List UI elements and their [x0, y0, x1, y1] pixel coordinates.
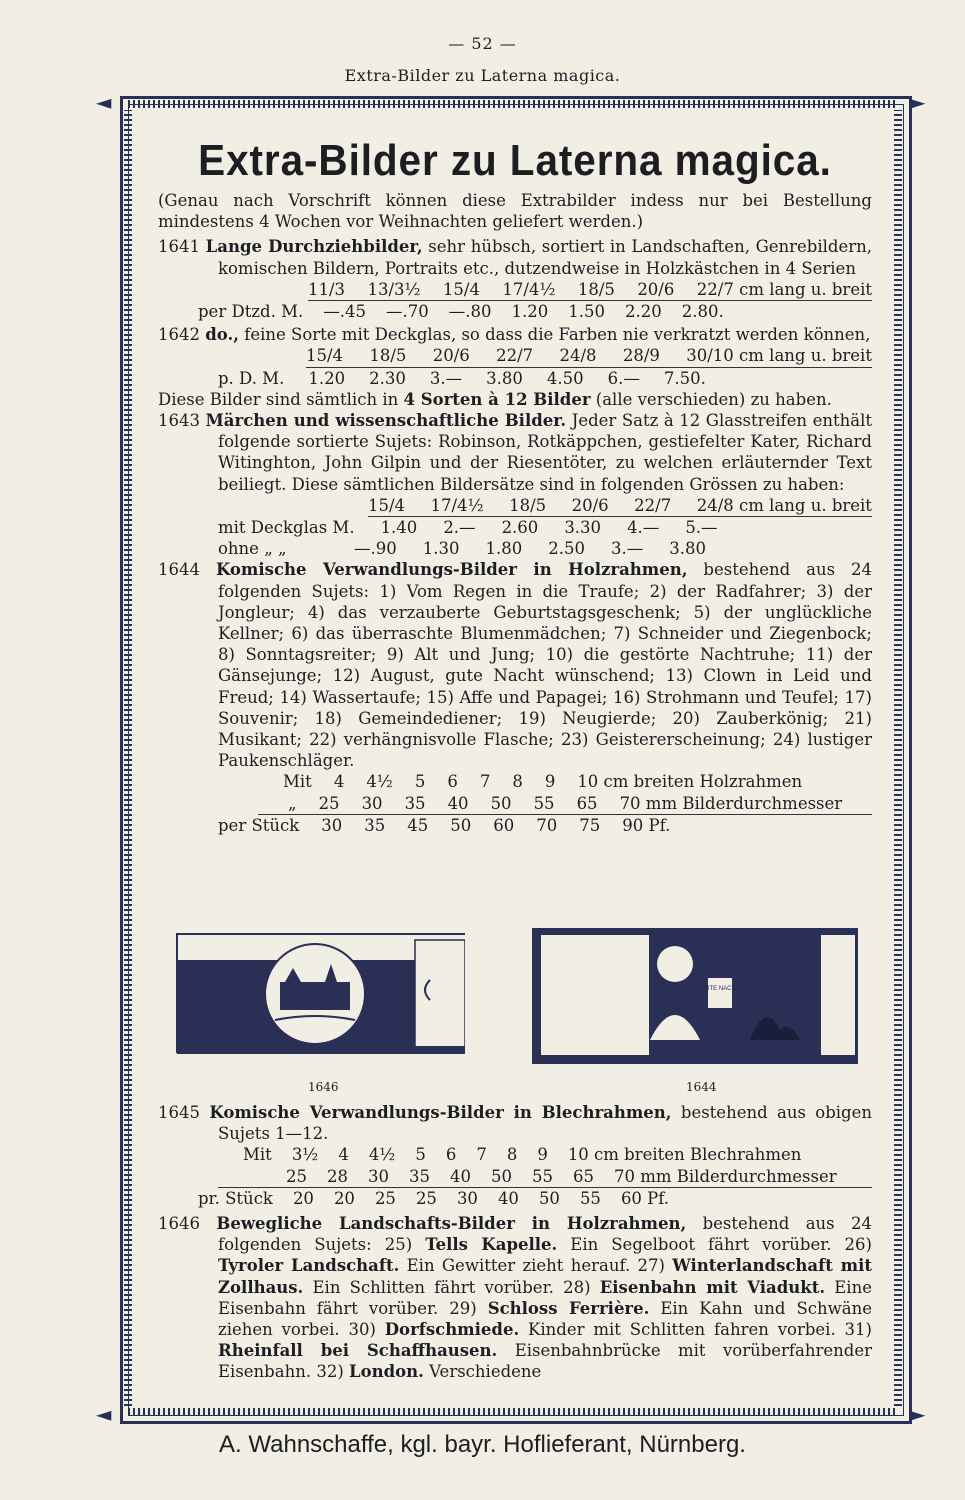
price: 1.20 — [511, 302, 549, 322]
size: 13/3½ — [367, 279, 421, 299]
price: 70 — [536, 815, 558, 835]
price: 2.80. — [681, 302, 724, 322]
price: 1.50 — [568, 302, 605, 322]
frame-hatch-bottom — [128, 1408, 898, 1416]
value: 8 — [506, 1145, 518, 1165]
item-number: 1642 — [158, 325, 200, 345]
size: 24/8 cm lang u. breit — [696, 495, 872, 515]
value: 5 — [414, 772, 426, 792]
size: 28/9 — [622, 346, 660, 366]
price: 3.80 — [486, 368, 523, 388]
size: 18/5 — [577, 279, 615, 299]
subject-title: Rheinfall bei Schaffhausen. — [218, 1341, 498, 1361]
price-label: Mit — [243, 1145, 272, 1165]
price: 1.80 — [485, 539, 523, 559]
value: 50 — [491, 1166, 512, 1186]
value: 7 — [479, 772, 491, 792]
price: 2.— — [443, 518, 476, 538]
price-label: pr. Stück — [198, 1188, 273, 1208]
note-1642 — [158, 389, 872, 410]
value: 55 — [533, 793, 555, 813]
item-number: 1646 — [158, 1214, 200, 1234]
item-text: Ein Schlitten fährt vorüber. 28) — [303, 1277, 600, 1297]
value: 65 — [576, 793, 598, 813]
price: 50 — [450, 815, 472, 835]
figure-caption: 1644 — [686, 1080, 717, 1094]
price: 2.60 — [501, 518, 539, 538]
price-label: „ — [288, 793, 297, 813]
item-name: Märchen und wissenschaftliche Bilder. — [205, 411, 567, 431]
size: 15/4 — [442, 279, 480, 299]
price: 60 — [493, 815, 515, 835]
price-row — [218, 538, 872, 559]
price-label: ohne „ „ — [218, 539, 287, 559]
price-row — [218, 815, 872, 836]
price: 3.30 — [564, 518, 602, 538]
price: 4.50 — [546, 368, 584, 388]
item-1642 — [158, 324, 872, 345]
catalog-body — [158, 190, 872, 836]
price: 5.— — [685, 518, 718, 538]
intro-note — [158, 190, 872, 232]
item-number: 1645 — [158, 1103, 200, 1122]
price: 2.30 — [369, 368, 406, 388]
size: 17/4½ — [502, 279, 556, 299]
item-1643 — [158, 410, 872, 495]
size: 24/8 — [559, 346, 597, 366]
corner-ornament-icon: ► — [910, 90, 926, 114]
price-label: per Stück — [218, 815, 300, 835]
value: 6 — [445, 1145, 457, 1165]
item-text: Ein Segelboot fährt vorüber. 26) — [557, 1235, 872, 1255]
intro-text: (Genau nach Vorschrift können diese Extrabilder indess nur bei Bestellung mindestens 4 Wochen vor Weihnachten geliefert werden.) — [158, 191, 872, 232]
item-text: Kinder mit Schlitten fahren vorbei. 31) — [519, 1320, 872, 1340]
size: 15/4 — [306, 346, 344, 366]
value: 40 — [447, 793, 469, 813]
item-number: 1644 — [158, 560, 200, 580]
price: 7.50. — [663, 368, 706, 388]
item-text: Eine Eisenbahn fährt vorüber. 29) — [218, 1277, 872, 1318]
price-label: mit Deckglas M. — [218, 518, 355, 538]
value: 4 — [338, 1145, 349, 1165]
item-1645 — [158, 1102, 872, 1144]
price: 25 — [374, 1188, 396, 1208]
value: 70 mm Bilderdurchmesser — [619, 793, 843, 813]
item-name: Bewegliche Landschafts-Bilder in Holzrahmen, — [216, 1214, 687, 1234]
subject-title: Tells Kapelle. — [425, 1235, 558, 1255]
price: 1.30 — [422, 539, 460, 559]
price-label: per Dtzd. M. — [198, 302, 304, 322]
figure-1644-illustration — [530, 920, 860, 1070]
item-name: Komische Verwandlungs-Bilder in Blechrahmen, — [209, 1103, 672, 1122]
value: 25 — [286, 1166, 307, 1186]
value: 35 — [404, 793, 426, 813]
value: 70 mm Bilderdurchmesser — [614, 1166, 837, 1186]
size-row — [218, 1166, 872, 1188]
value: 6 — [447, 772, 458, 792]
size: 18/5 — [509, 495, 547, 515]
frame-hatch-right — [894, 110, 902, 1406]
size: 20/6 — [432, 346, 470, 366]
size: 20/6 — [571, 495, 609, 515]
price: 3.80 — [669, 539, 706, 559]
corner-ornament-icon: ► — [910, 1402, 926, 1426]
value: 4½ — [366, 772, 393, 792]
figure-caption: 1646 — [308, 1080, 339, 1094]
size-row — [308, 279, 872, 301]
size-row — [243, 1144, 872, 1165]
value: 65 — [573, 1166, 594, 1186]
price: 4.— — [627, 518, 660, 538]
value: 50 — [490, 793, 512, 813]
catalog-body-lower — [158, 1102, 872, 1383]
subject-title: Winterlandschaft mit Zollhaus. — [218, 1256, 872, 1297]
value: 9 — [537, 1145, 548, 1165]
subject-title: Tyroler Landschaft. — [218, 1256, 400, 1276]
item-1644 — [158, 559, 872, 771]
price-row — [198, 301, 872, 322]
size: 30/10 cm lang u. breit — [686, 346, 872, 366]
price: 2.20 — [624, 302, 662, 322]
item-text: bestehend aus 24 folgenden Sujets: 25) — [218, 1214, 872, 1255]
price: 40 — [497, 1188, 519, 1208]
subject-title: Eisenbahn mit Viadukt. — [599, 1277, 826, 1297]
value: 30 — [368, 1166, 389, 1186]
price: 45 — [407, 815, 429, 835]
price-label: Mit — [283, 772, 312, 792]
item-text: bestehend aus obigen Sujets 1—12. — [218, 1103, 872, 1144]
frame-hatch-top — [128, 100, 898, 108]
size: 22/7 — [496, 346, 534, 366]
item-text: bestehend aus 24 folgenden Sujets: 1) Vom Regen in die Traufe; 2) der Radfahrer; 3) der Jongleur; 4) das verzauberte Geburtstagsgeschenk; 5) der unglückliche Kellner; 6) das überraschte Blumenmädchen; 7) Schneider und Ziegenbock; 8) Sonntagsreiter; 9) Alt und Jung; 10) die gestörte Nachtruhe; 11) der Gänsejunge; 12) August, gute Nacht wünschend; 13) Clown in Leid und Freud; 14) Wassertaufe; 15) Affe und Papagei; 16) Strohmann und Teufel; 17) Souvenir; 18) Gemeindediener; 19) Neugierde; 20) Zauberkönig; 21) Musikant; 22) verhängnisvolle Flasche; 23) Geistererscheinung; 24) lustiger Paukenschläger. — [218, 560, 873, 771]
size-row — [283, 771, 872, 792]
value: 35 — [409, 1166, 430, 1186]
price: 90 Pf. — [622, 815, 671, 835]
item-1641 — [158, 236, 872, 278]
subject-title: London. — [349, 1362, 424, 1382]
corner-ornament-icon: ◄ — [96, 90, 112, 114]
price: 20 — [333, 1188, 355, 1208]
subject-title: Schloss Ferrière. — [487, 1298, 650, 1318]
running-head: Extra-Bilder zu Laterna magica. — [344, 66, 621, 85]
price: 6.— — [607, 368, 640, 388]
price: 20 — [292, 1188, 314, 1208]
price: 60 Pf. — [620, 1188, 670, 1208]
value: 4½ — [368, 1145, 396, 1165]
page-number: — 52 — — [448, 34, 517, 53]
value: 55 — [532, 1166, 553, 1186]
price-row — [198, 1188, 872, 1209]
item-1646 — [158, 1213, 872, 1383]
note-bold: 4 Sorten à 12 Bilder — [403, 389, 591, 409]
size-row — [368, 495, 872, 517]
figure-1646-illustration — [175, 920, 465, 1070]
item-text: Ein Gewitter zieht herauf. 27) — [399, 1256, 673, 1276]
subject-title: Dorfschmiede. — [384, 1320, 520, 1340]
size: 17/4½ — [430, 495, 484, 515]
price: —.45 — [323, 302, 366, 322]
value: 9 — [544, 772, 556, 792]
item-number: 1643 — [158, 411, 200, 431]
note-text: (alle verschieden) zu haben. — [590, 389, 832, 409]
price: 35 — [364, 815, 386, 835]
value: 3½ — [291, 1145, 319, 1165]
value: 8 — [512, 772, 523, 792]
value: 5 — [415, 1145, 426, 1165]
size: 15/4 — [368, 495, 406, 515]
size: 20/6 — [637, 279, 675, 299]
price: —.90 — [354, 539, 397, 559]
value: 4 — [333, 772, 345, 792]
price: 75 — [579, 815, 601, 835]
price-row — [218, 517, 872, 538]
item-text: sehr hübsch, sortiert in Landschaften, Genrebildern, komischen Bildern, Portraits etc., dutzendweise in Holzkästchen in 4 Serien — [218, 237, 873, 278]
value: 7 — [476, 1145, 487, 1165]
price: —.80 — [448, 302, 492, 322]
price: 30 — [456, 1188, 478, 1208]
price-label: p. D. M. — [218, 368, 285, 388]
value: 10 cm breiten Holzrahmen — [577, 772, 803, 792]
page-title: Extra-Bilder zu Laterna magica. — [198, 136, 832, 185]
size-row — [258, 793, 872, 815]
size: 11/3 — [308, 279, 346, 299]
size-row — [306, 345, 872, 367]
figure-sign-text: GUTE NACHT — [700, 986, 740, 992]
item-text: Verschiedene — [423, 1362, 542, 1382]
item-name: do., — [205, 325, 239, 345]
price-row — [218, 368, 872, 389]
size: 22/7 — [634, 495, 672, 515]
price: 1.20 — [308, 368, 346, 388]
item-text: Ein Kahn und Schwäne ziehen vorbei. 30) — [218, 1298, 872, 1340]
size: 22/7 cm lang u. breit — [696, 279, 872, 299]
value: 10 cm breiten Blechrahmen — [567, 1145, 802, 1165]
price: 2.50 — [548, 539, 585, 559]
price: 30 — [321, 815, 343, 835]
corner-ornament-icon: ◄ — [96, 1402, 112, 1426]
item-text: Jeder Satz à 12 Glasstreifen enthält folgende sortierte Sujets: Robinson, Rotkäppchen, gestiefelter Kater, Richard Witinghton, John Gilpin und der Riesentöter, zu welchen erläuternder Text beiliegt. Diese sämtlichen Bildersätze sind in folgenden Grössen zu haben: — [218, 411, 872, 494]
value: 28 — [327, 1166, 348, 1186]
item-name: Komische Verwandlungs-Bilder in Holzrahmen, — [215, 560, 688, 580]
value: 30 — [361, 793, 383, 813]
price: 1.40 — [380, 518, 418, 538]
item-text: feine Sorte mit Deckglas, so dass die Farben nie verkratzt werden können, — [239, 325, 871, 345]
item-name: Lange Durchziehbilder, — [205, 237, 423, 257]
item-number: 1641 — [158, 237, 200, 257]
price: 55 — [579, 1188, 601, 1208]
frame-hatch-left — [124, 110, 132, 1406]
size: 18/5 — [369, 346, 407, 366]
price: 50 — [538, 1188, 560, 1208]
value: 40 — [450, 1166, 471, 1186]
price: 3.— — [429, 368, 463, 388]
price: 25 — [415, 1188, 437, 1208]
value: 25 — [318, 793, 340, 813]
note-text: Diese Bilder sind sämtlich in — [158, 389, 404, 409]
item-text: Eisenbahnbrücke mit vorüberfahrender Eisenbahn. 32) — [218, 1341, 872, 1382]
price: —.70 — [385, 302, 429, 322]
publisher-footer: A. Wahnschaffe, kgl. bayr. Hoflieferant, Nürnberg. — [219, 1431, 746, 1458]
price: 3.— — [611, 539, 644, 559]
